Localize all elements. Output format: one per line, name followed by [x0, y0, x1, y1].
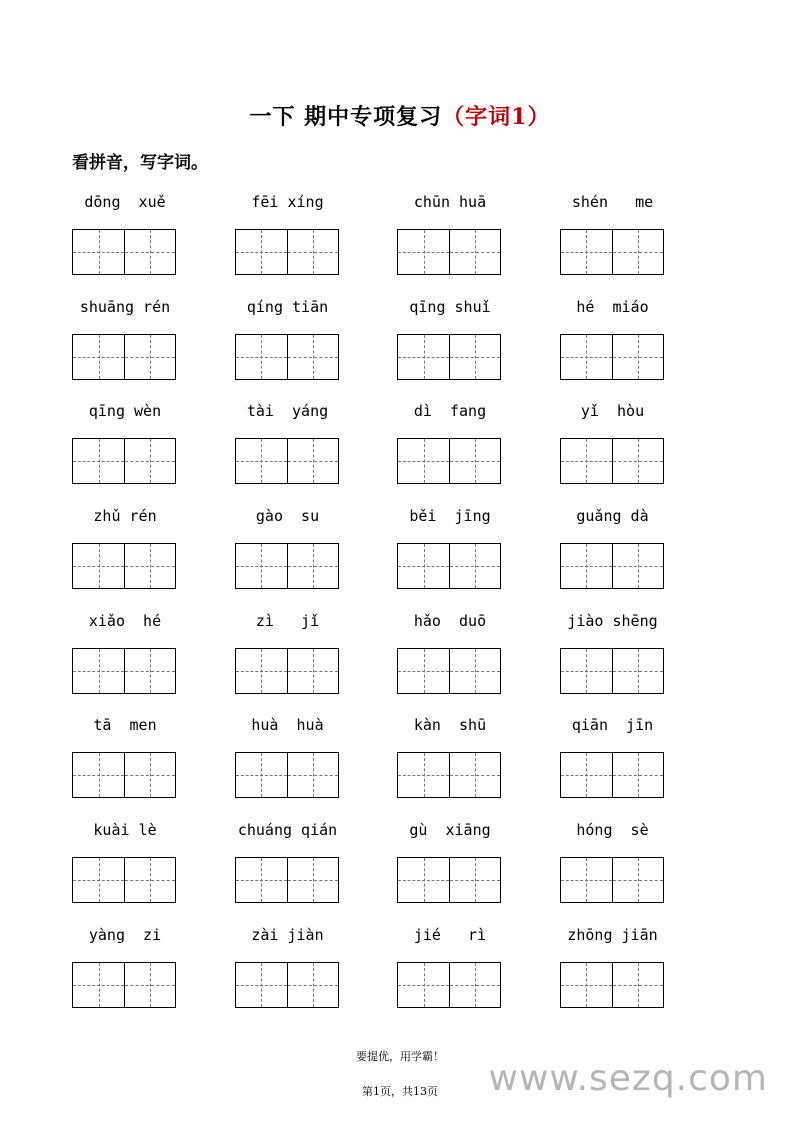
tianzige-box[interactable] — [561, 649, 612, 693]
writing-boxes[interactable] — [235, 962, 339, 1008]
writing-boxes[interactable] — [560, 543, 664, 589]
tianzige-box[interactable] — [612, 858, 663, 902]
word-cell — [72, 607, 235, 712]
word-cell — [560, 711, 723, 816]
writing-boxes[interactable] — [235, 334, 339, 380]
writing-boxes[interactable] — [560, 648, 664, 694]
tianzige-box[interactable] — [449, 963, 500, 1007]
pinyin-label: dì fang — [413, 402, 487, 421]
pinyin-label: qíng tiān — [246, 297, 329, 316]
tianzige-box[interactable] — [124, 335, 175, 379]
writing-boxes[interactable] — [560, 857, 664, 903]
word-cell — [397, 816, 560, 921]
word-cell — [235, 816, 398, 921]
word-cell — [397, 921, 560, 1026]
word-cell — [235, 293, 398, 398]
title-highlight: （字词1） — [442, 104, 551, 130]
tianzige-box[interactable] — [73, 230, 124, 274]
tianzige-box[interactable] — [236, 335, 287, 379]
tianzige-box[interactable] — [73, 649, 124, 693]
writing-boxes[interactable] — [397, 648, 501, 694]
writing-boxes[interactable] — [397, 334, 501, 380]
tianzige-box[interactable] — [561, 335, 612, 379]
tianzige-box[interactable] — [236, 753, 287, 797]
tianzige-box[interactable] — [561, 439, 612, 483]
writing-boxes[interactable] — [235, 648, 339, 694]
tianzige-box[interactable] — [73, 335, 124, 379]
tianzige-box[interactable] — [561, 858, 612, 902]
word-cell — [235, 921, 398, 1026]
word-cell — [72, 816, 235, 921]
writing-boxes[interactable] — [235, 543, 339, 589]
writing-boxes[interactable] — [560, 752, 664, 798]
pinyin-label: kuài lè — [93, 821, 157, 840]
pinyin-label: hǎo duō — [413, 611, 487, 630]
tianzige-box[interactable] — [124, 753, 175, 797]
pinyin-label: kàn shū — [413, 716, 487, 735]
writing-boxes[interactable] — [397, 229, 501, 275]
tianzige-box[interactable] — [612, 335, 663, 379]
tianzige-box[interactable] — [124, 858, 175, 902]
tianzige-box[interactable] — [287, 439, 338, 483]
writing-boxes[interactable] — [397, 962, 501, 1008]
pinyin-label: shuāng rén — [79, 297, 171, 316]
word-cell — [397, 502, 560, 607]
word-cell — [72, 293, 235, 398]
tianzige-box[interactable] — [612, 230, 663, 274]
pinyin-label: qīng wèn — [88, 402, 162, 421]
tianzige-box[interactable] — [449, 753, 500, 797]
writing-boxes[interactable] — [560, 438, 664, 484]
tianzige-box[interactable] — [124, 439, 175, 483]
tianzige-box[interactable] — [124, 963, 175, 1007]
writing-boxes[interactable] — [72, 229, 176, 275]
tianzige-box[interactable] — [398, 230, 449, 274]
pinyin-label: chūn huā — [413, 193, 487, 211]
page-number: 第1页，共13页 — [362, 1085, 438, 1098]
pinyin-label: jiào shēng — [567, 611, 658, 630]
tianzige-box[interactable] — [287, 963, 338, 1007]
pinyin-label: zhōng jiān — [567, 925, 658, 944]
writing-boxes[interactable] — [235, 229, 339, 275]
pinyin-label: yǐ hòu — [580, 402, 645, 421]
pinyin-label: yàng zi — [88, 925, 162, 944]
pinyin-label: gù xiāng — [409, 821, 491, 840]
tianzige-box[interactable] — [612, 753, 663, 797]
instruction: 看拼音，写字词。 — [72, 153, 208, 173]
pinyin-label: tā men — [93, 716, 157, 735]
tianzige-box[interactable] — [236, 858, 287, 902]
tianzige-box[interactable] — [449, 649, 500, 693]
tianzige-box[interactable] — [287, 544, 338, 588]
tianzige-box[interactable] — [449, 858, 500, 902]
word-cell — [235, 397, 398, 502]
word-cell — [560, 397, 723, 502]
tianzige-box[interactable] — [236, 649, 287, 693]
footer-slogan: 要提优，用学霸！ — [356, 1050, 444, 1063]
grid-row — [72, 816, 722, 921]
word-cell — [560, 188, 723, 293]
writing-boxes[interactable] — [235, 752, 339, 798]
pinyin-grid — [72, 188, 722, 1026]
tianzige-box[interactable] — [612, 544, 663, 588]
word-cell — [235, 607, 398, 712]
grid-row — [72, 502, 722, 607]
word-cell — [560, 293, 723, 398]
tianzige-box[interactable] — [287, 858, 338, 902]
writing-boxes[interactable] — [397, 752, 501, 798]
tianzige-box[interactable] — [124, 230, 175, 274]
pinyin-label: hé miáo — [576, 297, 649, 316]
writing-boxes[interactable] — [560, 334, 664, 380]
watermark: www.sezq.com — [488, 1058, 768, 1099]
tianzige-box[interactable] — [398, 544, 449, 588]
tianzige-box[interactable] — [236, 230, 287, 274]
tianzige-box[interactable] — [612, 439, 663, 483]
pinyin-label: xiǎo hé — [88, 611, 162, 630]
pinyin-label: qīng shuǐ — [409, 297, 491, 316]
word-cell — [235, 188, 398, 293]
tianzige-box[interactable] — [561, 544, 612, 588]
writing-boxes[interactable] — [397, 438, 501, 484]
tianzige-box[interactable] — [612, 963, 663, 1007]
pinyin-label: fēi xíng — [251, 193, 324, 211]
tianzige-box[interactable] — [287, 753, 338, 797]
pinyin-label: qiān jīn — [571, 716, 654, 735]
writing-boxes[interactable] — [235, 438, 339, 484]
grid-row — [72, 188, 722, 293]
tianzige-box[interactable] — [236, 544, 287, 588]
tianzige-box[interactable] — [398, 649, 449, 693]
word-cell — [72, 188, 235, 293]
word-cell — [397, 397, 560, 502]
pinyin-label: chuáng qián — [237, 821, 338, 840]
writing-boxes[interactable] — [560, 229, 664, 275]
pinyin-label: shén me — [571, 193, 654, 211]
pinyin-label: zì jǐ — [255, 611, 320, 630]
grid-row — [72, 293, 722, 398]
writing-boxes[interactable] — [235, 857, 339, 903]
word-cell — [397, 188, 560, 293]
tianzige-box[interactable] — [561, 963, 612, 1007]
tianzige-box[interactable] — [398, 858, 449, 902]
word-cell — [235, 502, 398, 607]
word-cell — [72, 921, 235, 1026]
title-main: 一下 期中专项复习 — [249, 104, 443, 130]
tianzige-box[interactable] — [236, 963, 287, 1007]
word-cell — [560, 921, 723, 1026]
word-cell — [72, 502, 235, 607]
tianzige-box[interactable] — [287, 649, 338, 693]
tianzige-box[interactable] — [449, 439, 500, 483]
tianzige-box[interactable] — [398, 439, 449, 483]
tianzige-box[interactable] — [398, 753, 449, 797]
pinyin-label: zài jiàn — [251, 925, 324, 944]
word-cell — [560, 502, 723, 607]
tianzige-box[interactable] — [73, 439, 124, 483]
word-cell — [235, 711, 398, 816]
tianzige-box[interactable] — [561, 230, 612, 274]
writing-boxes[interactable] — [560, 962, 664, 1008]
tianzige-box[interactable] — [124, 649, 175, 693]
writing-boxes[interactable] — [397, 857, 501, 903]
tianzige-box[interactable] — [612, 649, 663, 693]
pinyin-label: dōng xuě — [84, 193, 166, 211]
pinyin-label: zhǔ rén — [93, 507, 157, 526]
pinyin-label: běi jīng — [409, 507, 491, 526]
grid-row — [72, 711, 722, 816]
word-cell — [560, 816, 723, 921]
pinyin-label: huà huà — [251, 716, 324, 735]
tianzige-box[interactable] — [561, 753, 612, 797]
word-cell — [72, 397, 235, 502]
tianzige-box[interactable] — [73, 963, 124, 1007]
tianzige-box[interactable] — [287, 230, 338, 274]
tianzige-box[interactable] — [398, 335, 449, 379]
pinyin-label: tài yáng — [246, 402, 329, 421]
writing-boxes[interactable] — [72, 648, 176, 694]
writing-boxes[interactable] — [72, 857, 176, 903]
tianzige-box[interactable] — [73, 753, 124, 797]
writing-boxes[interactable] — [72, 334, 176, 380]
tianzige-box[interactable] — [449, 230, 500, 274]
tianzige-box[interactable] — [73, 858, 124, 902]
word-cell — [397, 711, 560, 816]
tianzige-box[interactable] — [398, 963, 449, 1007]
grid-row — [72, 397, 722, 502]
writing-boxes[interactable] — [72, 752, 176, 798]
writing-boxes[interactable] — [72, 962, 176, 1008]
tianzige-box[interactable] — [287, 335, 338, 379]
writing-boxes[interactable] — [72, 438, 176, 484]
pinyin-label: gào su — [255, 507, 320, 526]
tianzige-box[interactable] — [124, 544, 175, 588]
pinyin-label: guǎng dà — [576, 507, 649, 526]
grid-row — [72, 607, 722, 712]
word-cell — [560, 607, 723, 712]
word-cell — [397, 293, 560, 398]
tianzige-box[interactable] — [449, 335, 500, 379]
writing-boxes[interactable] — [72, 543, 176, 589]
writing-boxes[interactable] — [397, 543, 501, 589]
grid-row — [72, 921, 722, 1026]
pinyin-label: hóng sè — [576, 821, 649, 840]
tianzige-box[interactable] — [449, 544, 500, 588]
word-cell — [72, 711, 235, 816]
word-cell — [397, 607, 560, 712]
tianzige-box[interactable] — [236, 439, 287, 483]
pinyin-label: jié rì — [413, 925, 487, 944]
tianzige-box[interactable] — [73, 544, 124, 588]
page-title — [0, 100, 800, 131]
